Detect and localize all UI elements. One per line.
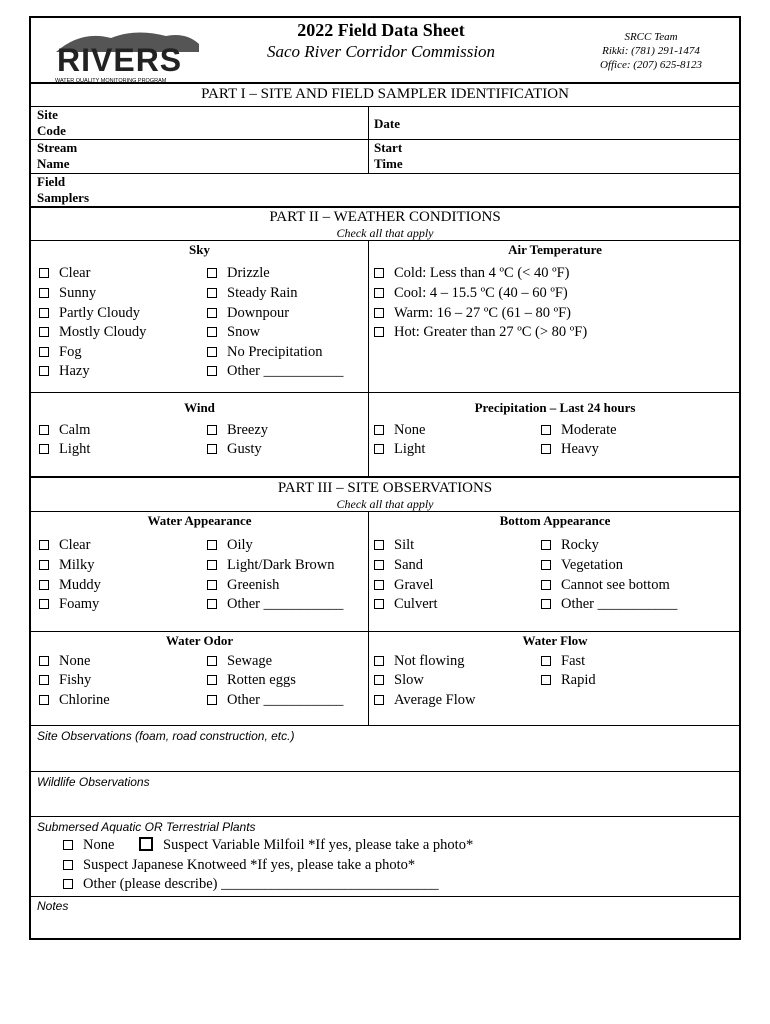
bottom-appearance-option[interactable]: Gravel	[374, 576, 433, 594]
checkbox[interactable]	[63, 879, 73, 889]
water-flow-option[interactable]: Average Flow	[374, 691, 475, 709]
checkbox[interactable]	[374, 656, 384, 666]
checkbox[interactable]	[207, 444, 217, 454]
sky-option[interactable]: Clear	[39, 264, 90, 282]
sky-option[interactable]: No Precipitation	[207, 343, 322, 361]
checkbox[interactable]	[374, 675, 384, 685]
checkbox[interactable]	[374, 695, 384, 705]
plants-label: Submersed Aquatic OR Terrestrial Plants	[37, 820, 256, 834]
checkbox[interactable]	[541, 675, 551, 685]
checkbox[interactable]	[207, 540, 217, 550]
sky-option[interactable]: Mostly Cloudy	[39, 323, 146, 341]
site-code-label: Site Code	[37, 107, 66, 138]
part2-heading: PART II – WEATHER CONDITIONS	[269, 209, 501, 225]
team-phone-rikki: Rikki: (781) 291-1474	[602, 45, 700, 57]
wind-label: Wind	[184, 400, 215, 415]
sheet-subtitle: Saco River Corridor Commission	[266, 42, 496, 61]
water-appearance-option[interactable]: Foamy	[39, 595, 99, 613]
bottom-appearance-option[interactable]: Silt	[374, 536, 414, 554]
checkbox[interactable]	[207, 366, 217, 376]
stream-name-label: Stream Name	[37, 140, 78, 171]
sky-option[interactable]: Other ___________	[207, 362, 343, 380]
checkbox[interactable]	[207, 347, 217, 357]
checkbox[interactable]	[374, 540, 384, 550]
water-odor-option[interactable]: Rotten eggs	[207, 671, 296, 689]
bottom-appearance-option[interactable]: Sand	[374, 556, 423, 574]
date-label: Date	[374, 116, 400, 131]
water-flow-option[interactable]: Rapid	[541, 671, 596, 689]
precip-option[interactable]: Heavy	[541, 440, 599, 458]
team-phone-office: Office: (207) 625-8123	[599, 59, 703, 71]
part3-heading: PART III – SITE OBSERVATIONS	[277, 480, 493, 496]
checkbox[interactable]	[207, 560, 217, 570]
checkbox[interactable]	[374, 288, 384, 298]
bottom-appearance-option[interactable]: Rocky	[541, 536, 599, 554]
checkbox[interactable]	[63, 840, 73, 850]
water-odor-option[interactable]: Other ___________	[207, 691, 343, 709]
checkbox[interactable]	[374, 599, 384, 609]
checkbox[interactable]	[139, 837, 153, 851]
sheet-title: 2022 Field Data Sheet	[297, 20, 465, 40]
checkbox[interactable]	[39, 327, 49, 337]
logo-subtext: WATER QUALITY MONITORING PROGRAM	[55, 78, 167, 84]
sky-option[interactable]: Steady Rain	[207, 284, 297, 302]
water-odor-option[interactable]: Chlorine	[39, 691, 110, 709]
site-observations-label: Site Observations (foam, road construction, etc.)	[37, 729, 295, 743]
wind-option[interactable]: Calm	[39, 421, 90, 439]
checkbox[interactable]	[207, 656, 217, 666]
checkbox[interactable]	[207, 327, 217, 337]
checkbox[interactable]	[541, 656, 551, 666]
wind-option[interactable]: Gusty	[207, 440, 262, 458]
water-flow-option[interactable]: Slow	[374, 671, 424, 689]
water-appearance-option[interactable]: Other ___________	[207, 595, 343, 613]
air-temp-option[interactable]: Cool: 4 – 15.5 ºC (40 – 60 ºF)	[374, 284, 568, 302]
water-odor-option[interactable]: Sewage	[207, 652, 272, 670]
sky-option[interactable]: Partly Cloudy	[39, 304, 140, 322]
checkbox[interactable]	[374, 580, 384, 590]
checkbox[interactable]	[39, 540, 49, 550]
sky-option[interactable]: Hazy	[39, 362, 90, 380]
checkbox[interactable]	[63, 860, 73, 870]
water-flow-option[interactable]: Fast	[541, 652, 585, 670]
bottom-appearance-label: Bottom Appearance	[499, 513, 611, 528]
precip-option[interactable]: None	[374, 421, 425, 439]
checkbox[interactable]	[541, 560, 551, 570]
bottom-appearance-option[interactable]: Culvert	[374, 595, 438, 613]
checkbox[interactable]	[207, 695, 217, 705]
bottom-appearance-option[interactable]: Other ___________	[541, 595, 677, 613]
field-samplers-label: Field Samplers	[37, 174, 89, 205]
sky-option[interactable]: Snow	[207, 323, 260, 341]
logo-text: RIVERS	[57, 42, 183, 78]
checkbox[interactable]	[541, 599, 551, 609]
checkbox[interactable]	[39, 675, 49, 685]
wildlife-observations-label: Wildlife Observations	[37, 775, 150, 789]
checkbox[interactable]	[374, 327, 384, 337]
checkbox[interactable]	[207, 308, 217, 318]
checkbox[interactable]	[207, 580, 217, 590]
air-temp-option[interactable]: Hot: Greater than 27 ºC (> 80 ºF)	[374, 323, 587, 341]
sky-option[interactable]: Drizzle	[207, 264, 270, 282]
part3-check-note: Check all that apply	[336, 497, 434, 511]
checkbox[interactable]	[39, 560, 49, 570]
water-appearance-option[interactable]: Milky	[39, 556, 94, 574]
checkbox[interactable]	[374, 308, 384, 318]
water-flow-label: Water Flow	[522, 633, 588, 648]
checkbox[interactable]	[374, 560, 384, 570]
water-odor-option[interactable]: None	[39, 652, 90, 670]
sky-label: Sky	[189, 242, 210, 257]
checkbox[interactable]	[374, 444, 384, 454]
checkbox[interactable]	[39, 695, 49, 705]
water-odor-option[interactable]: Fishy	[39, 671, 91, 689]
plants-milfoil-option[interactable]: Suspect Variable Milfoil *If yes, please take a photo*	[139, 836, 473, 854]
water-appearance-option[interactable]: Muddy	[39, 576, 101, 594]
water-appearance-option[interactable]: Oily	[207, 536, 253, 554]
sky-option[interactable]: Downpour	[207, 304, 289, 322]
checkbox[interactable]	[207, 288, 217, 298]
checkbox[interactable]	[39, 425, 49, 435]
checkbox[interactable]	[39, 366, 49, 376]
checkbox[interactable]	[39, 656, 49, 666]
checkbox[interactable]	[207, 599, 217, 609]
wind-option[interactable]: Light	[39, 440, 90, 458]
checkbox[interactable]	[39, 288, 49, 298]
air-temp-label: Air Temperature	[508, 242, 602, 257]
water-appearance-option[interactable]: Greenish	[207, 576, 279, 594]
water-appearance-label: Water Appearance	[147, 513, 252, 528]
start-time-label: Start Time	[374, 140, 403, 171]
water-appearance-option[interactable]: Clear	[39, 536, 90, 554]
checkbox[interactable]	[541, 540, 551, 550]
checkbox[interactable]	[541, 580, 551, 590]
checkbox[interactable]	[39, 580, 49, 590]
plants-knotweed-option[interactable]: Suspect Japanese Knotweed *If yes, please take a photo*	[63, 856, 415, 874]
checkbox[interactable]	[39, 308, 49, 318]
part1-heading: PART I – SITE AND FIELD SAMPLER IDENTIFICATION	[201, 86, 569, 102]
wind-option[interactable]: Breezy	[207, 421, 268, 439]
air-temp-option[interactable]: Warm: 16 – 27 ºC (61 – 80 ºF)	[374, 304, 571, 322]
checkbox[interactable]	[39, 347, 49, 357]
precip-label: Precipitation – Last 24 hours	[474, 400, 636, 415]
water-odor-label: Water Odor	[165, 633, 234, 648]
bottom-appearance-option[interactable]: Cannot see bottom	[541, 576, 670, 594]
checkbox[interactable]	[541, 444, 551, 454]
checkbox[interactable]	[207, 425, 217, 435]
plants-none-option[interactable]: None	[63, 836, 114, 854]
team-title: SRCC Team	[624, 31, 678, 43]
rivers-logo	[51, 24, 201, 84]
precip-option[interactable]: Moderate	[541, 421, 617, 439]
checkbox[interactable]	[374, 425, 384, 435]
part2-check-note: Check all that apply	[336, 226, 434, 240]
sky-option[interactable]: Sunny	[39, 284, 96, 302]
air-temp-option[interactable]: Cold: Less than 4 ºC (< 40 ºF)	[374, 264, 569, 282]
checkbox[interactable]	[541, 425, 551, 435]
water-flow-option[interactable]: Not flowing	[374, 652, 464, 670]
checkbox[interactable]	[207, 675, 217, 685]
checkbox[interactable]	[374, 268, 384, 278]
bottom-appearance-option[interactable]: Vegetation	[541, 556, 623, 574]
notes-label: Notes	[37, 899, 69, 913]
field-data-sheet	[29, 16, 741, 940]
checkbox[interactable]	[39, 268, 49, 278]
precip-option[interactable]: Light	[374, 440, 425, 458]
plants-other-option[interactable]: Other (please describe) ______________________________	[63, 875, 439, 893]
checkbox[interactable]	[207, 268, 217, 278]
sky-option[interactable]: Fog	[39, 343, 82, 361]
checkbox[interactable]	[39, 444, 49, 454]
checkbox[interactable]	[39, 599, 49, 609]
water-appearance-option[interactable]: Light/Dark Brown	[207, 556, 335, 574]
